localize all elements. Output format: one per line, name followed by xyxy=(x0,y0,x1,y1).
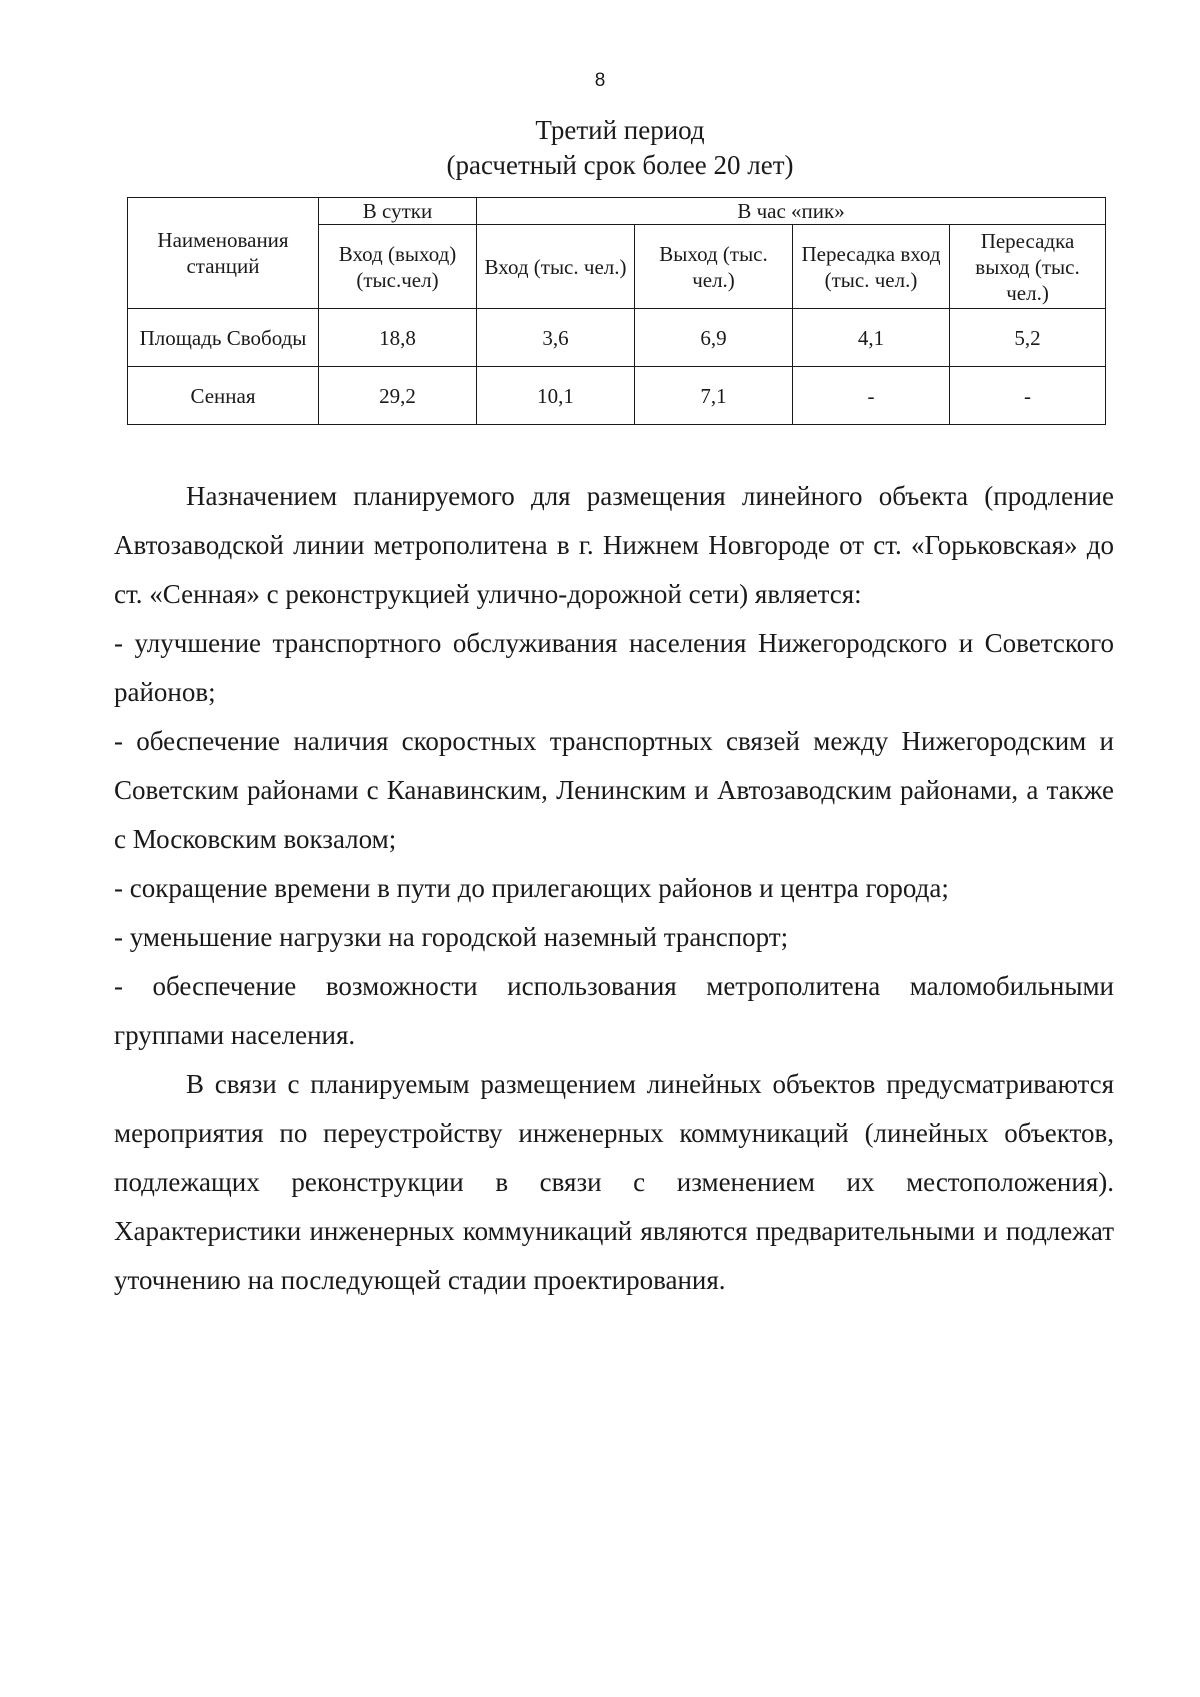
table-cell: - xyxy=(793,367,950,425)
table-subtitle: (расчетный срок более 20 лет) xyxy=(446,150,794,180)
header-per-day: В сутки xyxy=(319,198,477,225)
table-cell: 18,8 xyxy=(319,309,477,367)
list-item: - уменьшение нагрузки на городской наземный транспорт; xyxy=(114,922,789,952)
header-day-entry-exit: Вход (выход) (тыс.чел) xyxy=(319,225,477,309)
table-title: Третий период xyxy=(535,115,705,145)
header-transfer-entry: Пересадка вход (тыс. чел.) xyxy=(793,225,950,309)
body-text xyxy=(114,472,1114,1305)
list-item: - обеспечение наличия скоростных транспортных связей между Нижегородским и Советским районами с Канавинским, Ленинским и Автозаводским районами, а также с Московским вокзалом; xyxy=(114,726,1114,854)
paragraph-purpose: Назначением планируемого для размещения линейного объекта (продление Автозаводской линии метрополитена в г. Нижнем Новгороде от ст. «Горьковская» до ст. «Сенная» с реконструкцией улично-дорожной сети) является: xyxy=(114,481,1114,609)
station-name: Площадь Свободы xyxy=(128,309,319,367)
table-cell: 4,1 xyxy=(793,309,950,367)
header-peak-exit: Выход (тыс. чел.) xyxy=(635,225,793,309)
table-cell: 7,1 xyxy=(635,367,793,425)
table-cell: 3,6 xyxy=(477,309,635,367)
list-item: - обеспечение возможности использования метрополитена маломобильными группами населения. xyxy=(114,971,1114,1050)
list-item: - сокращение времени в пути до прилегающих районов и центра города; xyxy=(114,873,949,903)
station-name: Сенная xyxy=(128,367,319,425)
page-number: 8 xyxy=(594,70,606,91)
table-row xyxy=(128,367,1106,425)
table-cell: 5,2 xyxy=(950,309,1106,367)
header-peak-entry: Вход (тыс. чел.) xyxy=(477,225,635,309)
table-row xyxy=(128,309,1106,367)
table-header-row xyxy=(128,198,1106,225)
header-transfer-exit: Пересадка выход (тыс. чел.) xyxy=(950,225,1106,309)
table-cell: 6,9 xyxy=(635,309,793,367)
paragraph-utilities: В связи с планируемым размещением линейных объектов предусматриваются мероприятия по переустройству инженерных коммуникаций (линейных объектов, подлежащих реконструкции в связи с изменением их местоположения). Характеристики инженерных коммуникаций являются предварительными и подлежат уточнению на последующей стадии проектирования. xyxy=(114,1069,1114,1295)
header-peak-hour: В час «пик» xyxy=(477,198,1106,225)
stations-table xyxy=(127,197,1106,425)
list-item: - улучшение транспортного обслуживания населения Нижегородского и Советского районов; xyxy=(114,628,1114,707)
table-cell: 29,2 xyxy=(319,367,477,425)
header-station-names: Наименования станций xyxy=(128,198,319,309)
table-cell: 10,1 xyxy=(477,367,635,425)
table-cell: - xyxy=(950,367,1106,425)
